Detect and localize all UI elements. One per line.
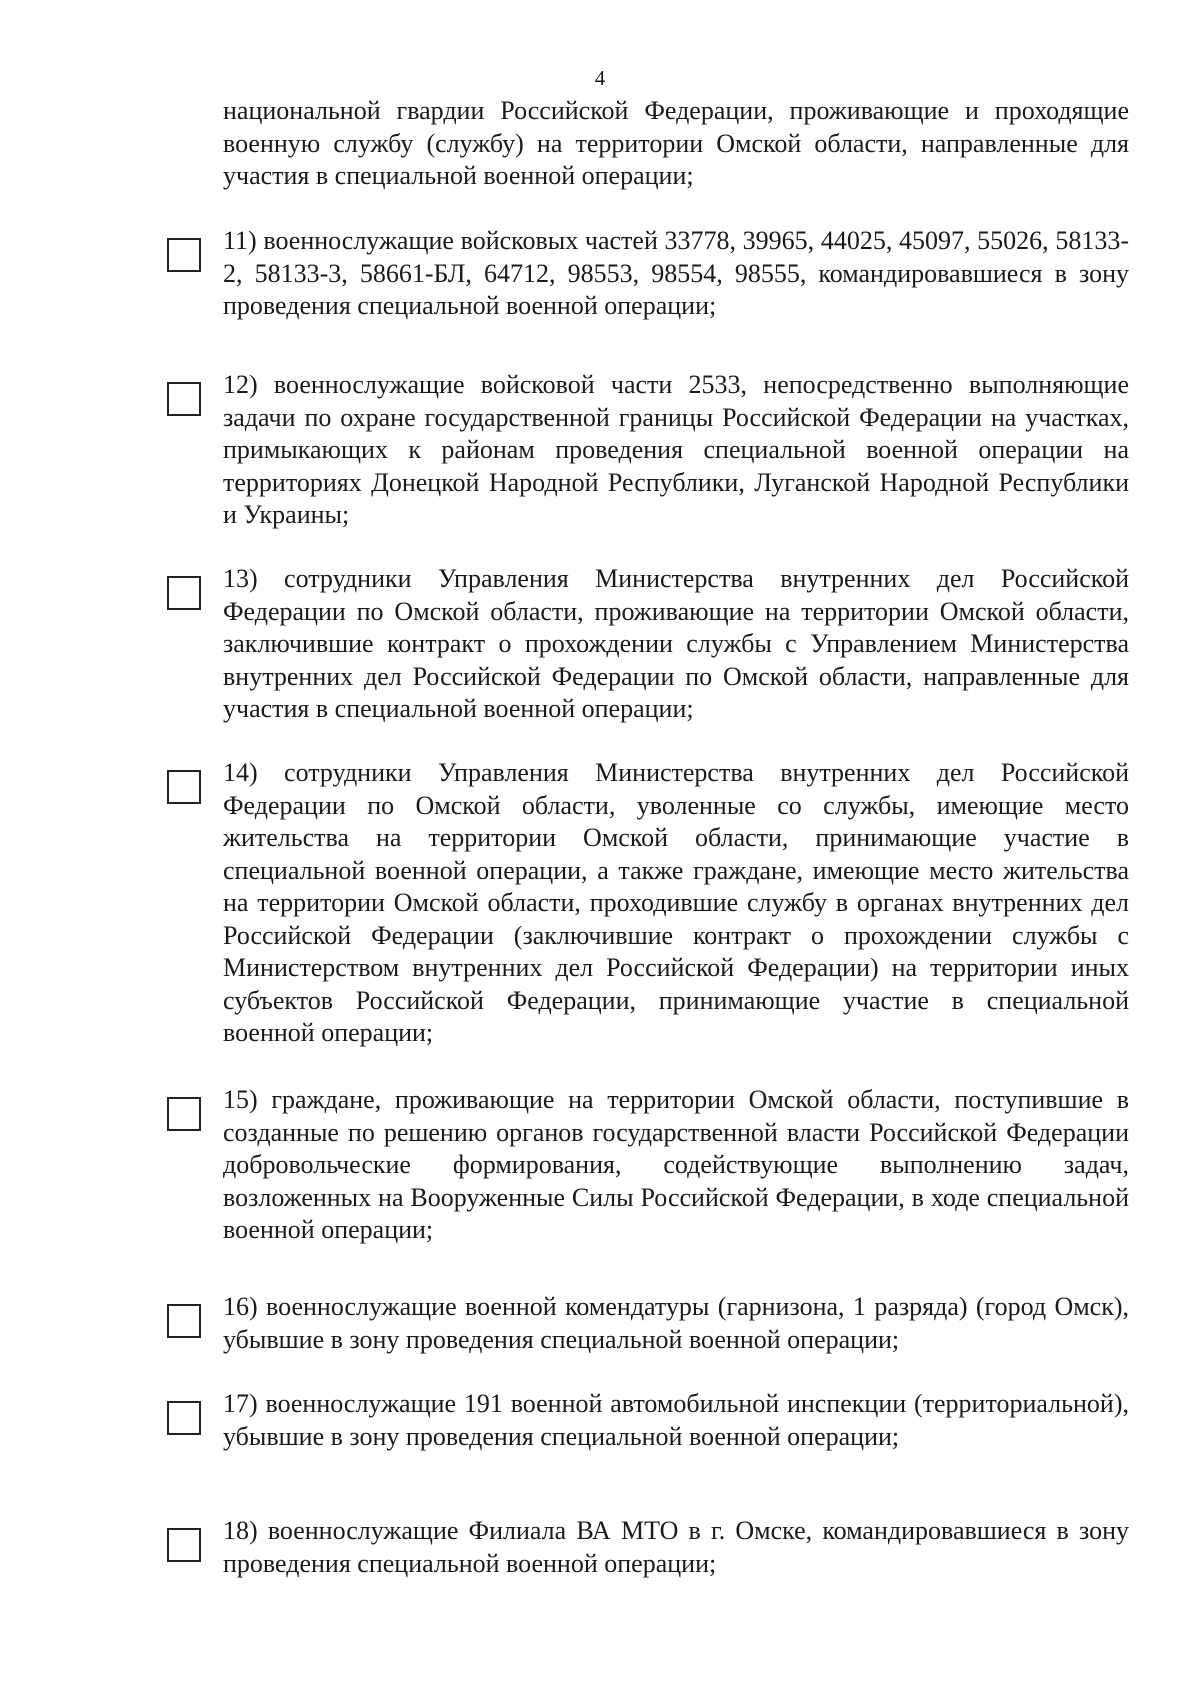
list-item-13: 13) сотрудники Управления Министерства внутренних дел Российской Федерации по Омской области, проживающие на территории Омской области, заключившие контракт о прохождении службы с Управлением Министерства внутренних дел Российской Федерации по Омской области, направленные для участия в специальной военной операции; <box>223 564 1129 723</box>
checkbox-item-15[interactable] <box>167 1097 201 1131</box>
checkbox-item-13[interactable] <box>167 576 201 610</box>
list-item-16: 16) военнослужащие военной комендатуры (гарнизона, 1 разряда) (город Омск), убывшие в зону проведения специальной военной операции; <box>223 1292 1129 1354</box>
list-item-15: 15) граждане, проживающие на территории Омской области, поступившие в созданные по решению органов государственной власти Российской Федерации добровольческие формирования, содействующие выполнению задач, возложенных на Вооруженные Силы Российской Федерации, в ходе специальной военной операции; <box>223 1085 1129 1244</box>
list-item-18: 18) военнослужащие Филиала ВА МТО в г. Омске, командировавшиеся в зону проведения специальной военной операции; <box>223 1516 1129 1578</box>
list-item-11: 11) военнослужащие войсковых частей 33778, 39965, 44025, 45097, 55026, 58133-2, 58133-3, 58661-БЛ, 64712, 98553, 98554, 98555, командировавшиеся в зону проведения специальной военной операции; <box>223 226 1129 320</box>
list-item-12: 12) военнослужащие войсковой части 2533, непосредственно выполняющие задачи по охране государственной границы Российской Федерации на участках, примыкающих к районам проведения специальной военной операции на территориях Донецкой Народной Республики, Луганской Народной Республики и Украины; <box>223 370 1129 529</box>
intro-paragraph: национальной гвардии Российской Федерации, проживающие и проходящие военную службу (службу) на территории Омской области, направленные для участия в специальной военной операции; <box>223 96 1129 190</box>
checkbox-item-18[interactable] <box>167 1528 201 1562</box>
page-number: 4 <box>594 66 606 90</box>
checkbox-item-16[interactable] <box>167 1304 201 1338</box>
checkbox-item-12[interactable] <box>167 382 201 416</box>
checkbox-item-14[interactable] <box>167 770 201 804</box>
checkbox-item-11[interactable] <box>167 238 201 272</box>
list-item-17: 17) военнослужащие 191 военной автомобильной инспекции (территориальной), убывшие в зону проведения специальной военной операции; <box>223 1389 1129 1451</box>
list-item-14: 14) сотрудники Управления Министерства внутренних дел Российской Федерации по Омской области, уволенные со службы, имеющие место жительства на территории Омской области, принимающие участие в специальной военной операции, а также граждане, имеющие место жительства на территории Омской области, проходившие службу в органах внутренних дел Российской Федерации (заключившие контракт о прохождении службы с Министерством внутренних дел Российской Федерации) на территории иных субъектов Российской Федерации, принимающие участие в специальной военной операции; <box>223 758 1129 1047</box>
checkbox-item-17[interactable] <box>167 1401 201 1435</box>
